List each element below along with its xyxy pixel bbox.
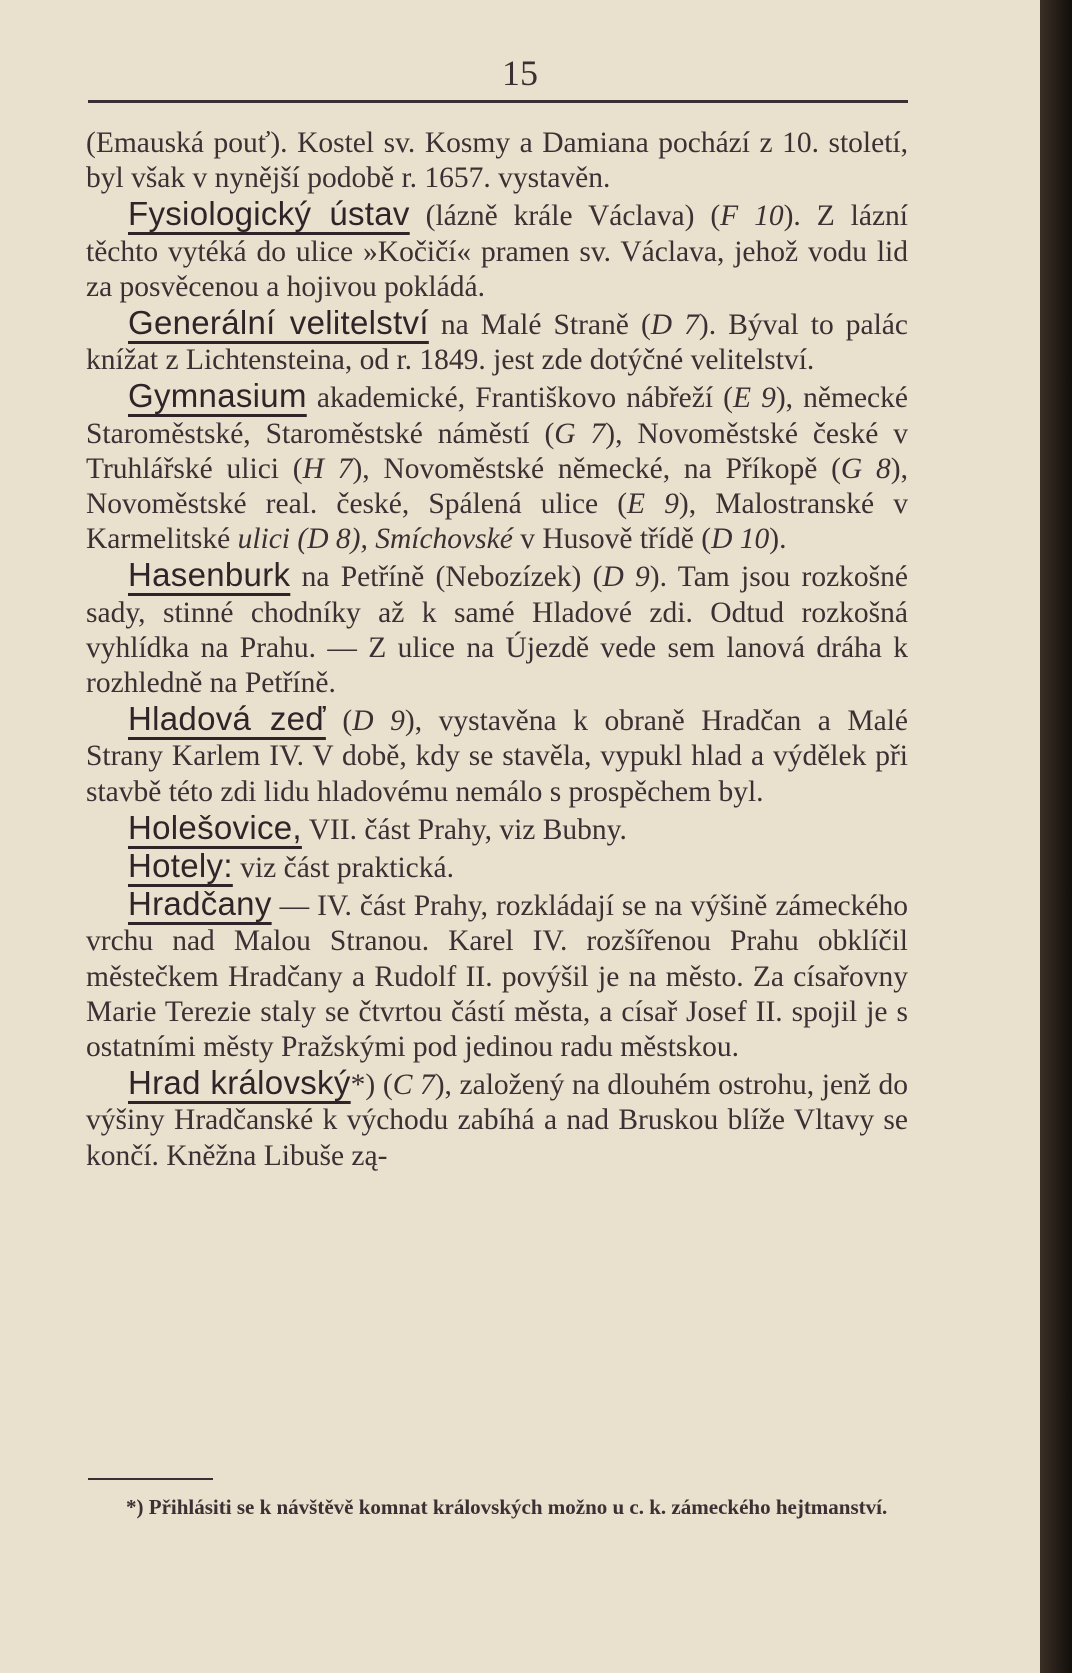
footnote-text: *) Přihlásiti se k návštěvě komnat královských možno u c. k. zámeckého hejtmanství.: [126, 1495, 888, 1519]
book-binding-edge: [1040, 0, 1072, 1673]
footnote-rule: [88, 1478, 213, 1480]
entry-hradcany: Hradčany — IV. část Prahy, rozkládají se na výšině zámeckého vrchu nad Malou Stranou. Karel IV. rozšířenou Prahu obklíčil městečkem Hradčany a Rudolf II. povýšil je na město. Za císařovny Marie Terezie staly se čtvrtou částí města, a císař Josef II. spojil je s ostatními městy Pražskými pod jedinou radu městskou.: [86, 885, 908, 1064]
map-ref: E 9: [627, 488, 679, 521]
entry-hotely: Hotely: viz část praktická.: [128, 847, 454, 885]
entry-term: Hrad královský: [128, 1064, 351, 1102]
entry-term: Hotely:: [128, 847, 233, 885]
entry-term: Gymnasium: [128, 377, 307, 415]
map-ref: G 7: [554, 417, 606, 450]
map-ref: F 10: [720, 200, 784, 233]
map-ref: D 7: [650, 309, 699, 342]
page-number: 15: [502, 53, 538, 93]
map-ref: H 7: [302, 452, 353, 485]
header-rule: [88, 100, 908, 103]
entry-generalni-velitelstvi: Generální velitelství na Malé Straně (D 7). Býval to palác knížat z Lichtensteina, od r. 1849. jest zde dotýčné velitelství.: [86, 304, 908, 377]
page-body: [86, 126, 908, 1174]
map-ref: D 9: [602, 561, 650, 594]
entry-term: Holešovice,: [128, 808, 302, 846]
entry-term: Generální velitelství: [128, 304, 429, 342]
entry-term: Hladová zeď: [128, 700, 326, 738]
entry-gymnasium: Gymnasium akademické, Františkovo nábřeží (E 9), německé Staroměstské, Staroměstské náměstí (G 7), Novoměstské české v Truhlářské ulici (H 7), Novoměstské německé, na Příkopě (G 8), Novoměstské real. české, Spálená ulice (E 9), Malostranské v Karmelitské ulici (D 8), Smíchovské v Husově třídě (D 10).: [86, 377, 909, 556]
map-ref: G 8: [840, 452, 891, 485]
map-ref: D 10: [711, 523, 770, 556]
map-ref: D 9: [352, 705, 405, 738]
map-ref: C 7: [392, 1069, 435, 1102]
intro-paragraph: (Emauská pouť). Kostel sv. Kosmy a Damiana pochází z 10. století, byl však v nynější podobě r. 1657. vystavěn.: [86, 127, 908, 195]
entry-term: Hasenburk: [128, 556, 291, 594]
italic-text: ulici (D 8), Smíchovské: [237, 523, 513, 556]
entry-hasenburk: Hasenburk na Petříně (Nebozízek) (D 9). Tam jsou rozkošné sady, stinné chodníky až k samé Hladové zdi. Odtud rozkošná vyhlídka na Prahu. — Z ulice na Újezdě vede sem lanová dráha k rozhledně na Petříně.: [86, 556, 908, 700]
entry-hrad-kralovsky: Hrad královský*) (C 7), založený na dlouhém ostrohu, jenž do výšiny Hradčanské k východu zabíhá a nad Bruskou blíže Vltavy se končí. Kněžna Libuše zą-: [86, 1064, 908, 1172]
entry-hladova-zed: Hladová zeď (D 9), vystavěna k obraně Hradčan a Malé Strany Karlem IV. V době, kdy se stavěla, vypukl hlad a výdělek při stavbě této zdi lidu hladovému nemálo s prospěchem byl.: [86, 700, 909, 808]
entry-term: Hradčany: [128, 885, 272, 923]
entry-holesovice: Holešovice, VII. část Prahy, viz Bubny.: [128, 808, 627, 846]
footnote: [86, 1492, 908, 1522]
entry-fysiologicky-ustav: Fysiologický ústav (lázně krále Václava) (F 10). Z lázní těchto vytéká do ulice »Kočičí« pramen sv. Václava, jehož vodu lid za posvěcenou a hojivou pokládá.: [86, 195, 908, 303]
map-ref: E 9: [732, 382, 776, 415]
entry-term: Fysiologický ústav: [128, 195, 410, 233]
